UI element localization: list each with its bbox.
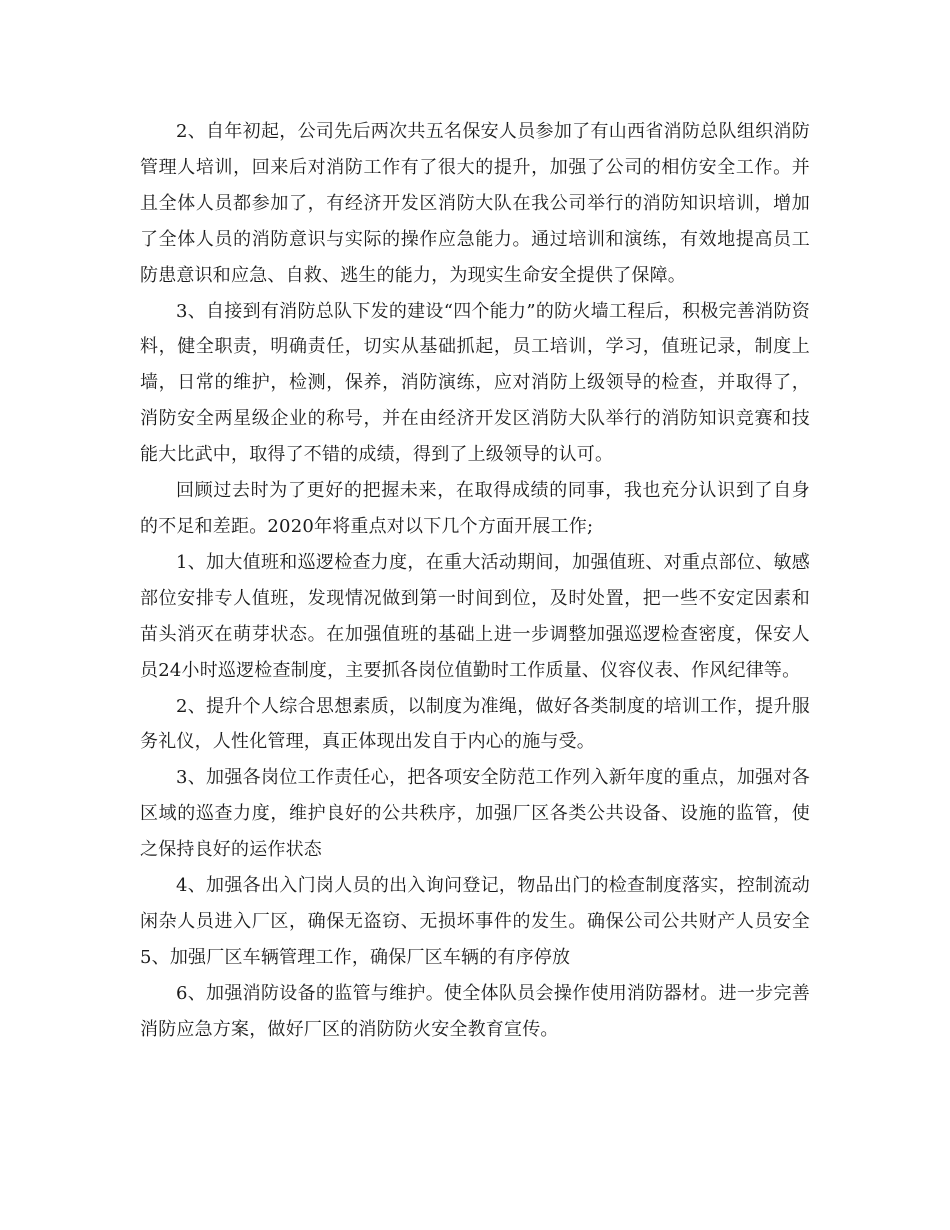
paragraph-review: 回顾过去时为了更好的把握未来，在取得成绩的同事，我也充分认识到了自身的不足和差距。2020年将重点对以下几个方面开展工作; [140, 480, 810, 537]
paragraph-firewall-project: 3、自接到有消防总队下发的建设“四个能力”的防火墙工程后，积极完善消防资料，健全职责，明确责任，切实从基础抓起，员工培训，学习，值班记录，制度上墙，日常的维护，检测，保养，消防演练，应对消防上级领导的检查，并取得了，消防安全两星级企业的称号，并在由经济开发区消防大队举行的消防知识竞赛和技能大比武中，取得了不错的成绩，得到了上级领导的认可。 [140, 300, 810, 466]
paragraph-training: 2、自年初起，公司先后两次共五名保安人员参加了有山西省消防总队组织消防管理人培训，回来后对消防工作有了很大的提升，加强了公司的相仿安全工作。并且全体人员都参加了，有经济开发区消防大队在我公司举行的消防知识培训，增加了全体人员的消防意识与实际的操作应急能力。通过培训和演练，有效地提高员工防患意识和应急、自救、逃生的能力，为现实生命安全提供了保障。 [140, 121, 810, 286]
paragraph-responsibility: 3、加强各岗位工作责任心，把各项安全防范工作列入新年度的重点，加强对各区域的巡查力度，维护良好的公共秩序，加强厂区各类公共设备、设施的监管，使之保持良好的运作状态 [140, 767, 810, 861]
paragraph-gate-control: 4、加强各出入门岗人员的出入询问登记，物品出门的检查制度落实，控制流动闲杂人员进入厂区，确保无盗窃、无损坏事件的发生。确保公司公共财产人员安全 5、加强厂区车辆管理工作，确保厂区车辆的有序停放 [140, 875, 810, 968]
paragraph-fire-equipment: 6、加强消防设备的监管与维护。使全体队员会操作使用消防器材。进一步完善消防应急方案，做好厂区的消防防火安全教育宣传。 [140, 982, 810, 1040]
paragraph-patrol: 1、加大值班和巡逻检查力度，在重大活动期间，加强值班、对重点部位、敏感部位安排专人值班，发现情况做到第一时间到位，及时处置，把一些不安定因素和苗头消灭在萌芽状态。在加强值班的基础上进一步调整加强巡逻检查密度，保安人员24小时巡逻检查制度，主要抓各岗位值勤时工作质量、仪容仪表、作风纪律等。 [140, 551, 810, 681]
document-body [140, 114, 810, 1048]
paragraph-quality: 2、提升个人综合思想素质，以制度为准绳，做好各类制度的培训工作，提升服务礼仪，人性化管理，真正体现出发自于内心的施与受。 [140, 695, 810, 753]
